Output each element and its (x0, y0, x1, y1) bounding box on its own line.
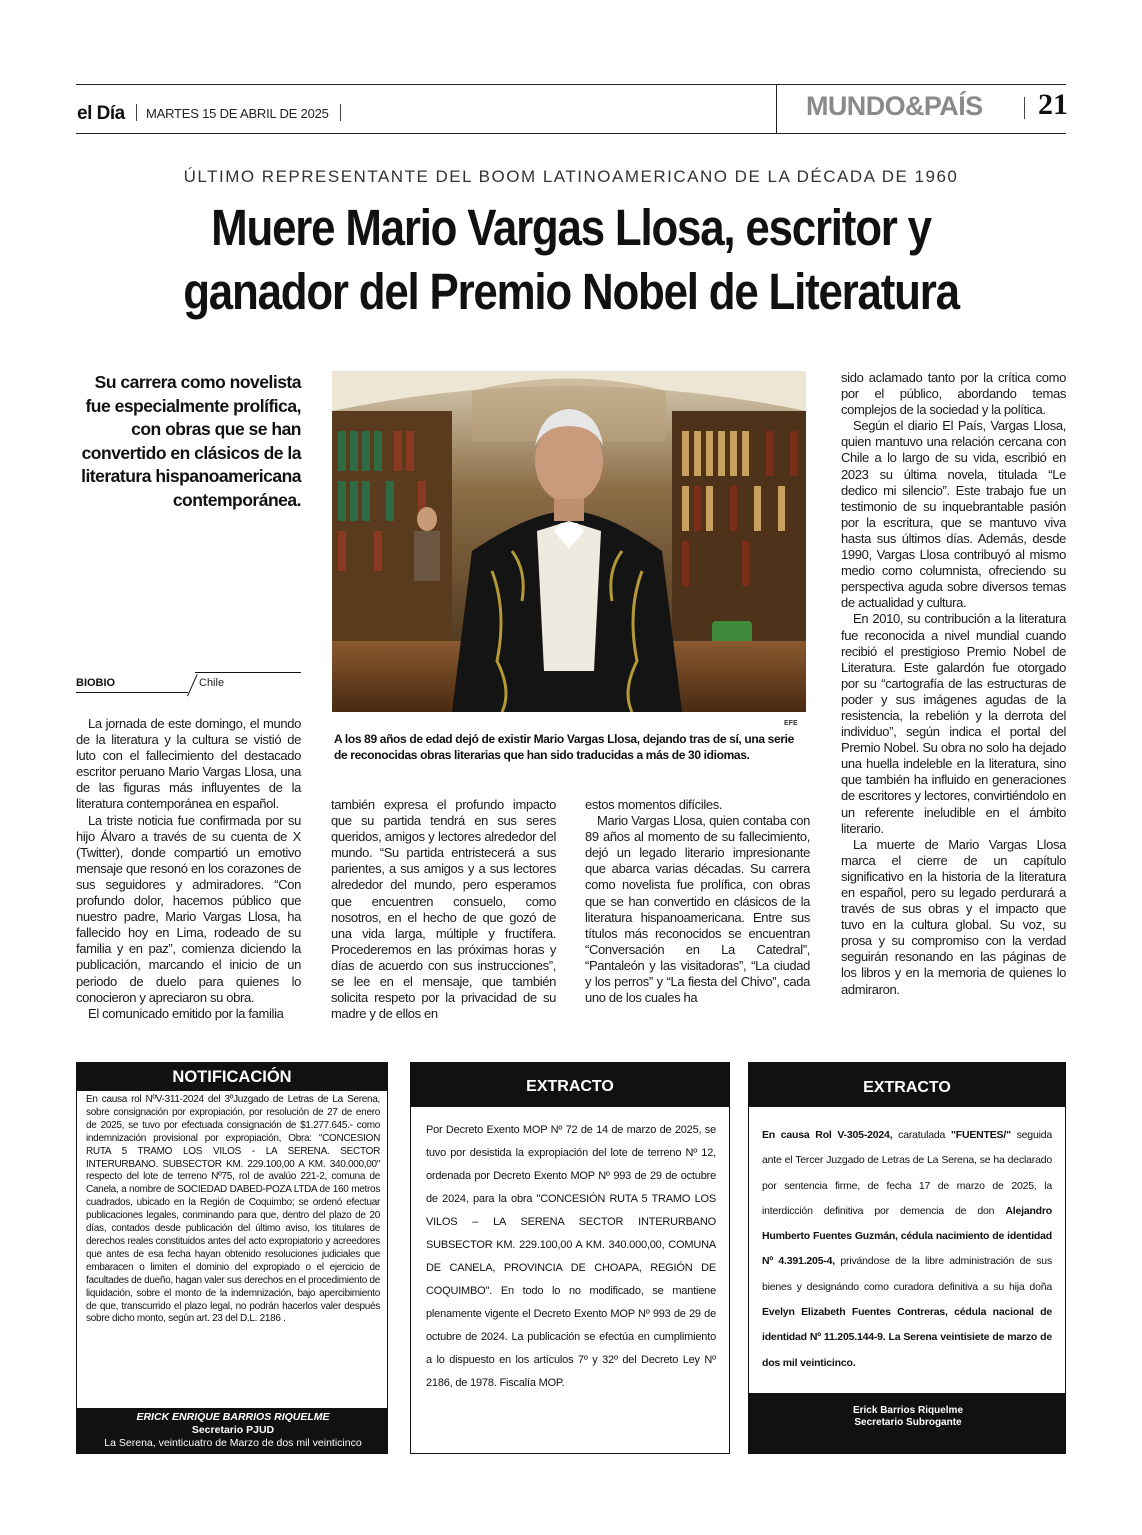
source-country: Chile (199, 677, 225, 689)
newspaper-logo: el Día (77, 103, 125, 124)
notice-text-bold: En causa Rol V-305-2024, (762, 1129, 893, 1141)
header-separator (1024, 97, 1025, 119)
notice-text: caratulada (892, 1129, 951, 1141)
notice-title: EXTRACTO (749, 1063, 1065, 1107)
paragraph: El comunicado emitido por la familia (88, 1005, 284, 1021)
article-column-1 (76, 716, 301, 1022)
photo-credit: EFE (784, 720, 798, 727)
headline-line-1: Muere Mario Vargas Llosa, escritor y (211, 199, 931, 256)
paragraph: La triste noticia fue confirmada por su hijo Álvaro a través de su cuenta de X (Twitter), donde compartió un emotivo mensaje que resonó en los corazones de sus seguidores y admiradores. “Con profundo dolor, hacemos público que nuestro padre, Mario Vargas Llosa, ha fallecido hoy en Lima, rodeado de su familia y en paz”, comienza diciendo la publicación, marcando el inicio de un periodo de duelo para quienes lo conocieron y apreciaron su obra. (76, 812, 301, 1005)
article-column-4 (841, 370, 1066, 998)
notice-text: seguida ante el Tercer Juzgado de Letras de La Serena, se ha declarado por sentencia firme, de fecha 17 de marzo de 2025, la interdicción definitiva por demencia de don (762, 1129, 1052, 1217)
notice-text-bold: Evelyn Elizabeth Fuentes Contreras, cédula nacional de identidad Nº 11.205.144-9. La Serena veintisiete de marzo de dos mil veinticinco. (762, 1306, 1052, 1369)
notice-signature (749, 1393, 1066, 1454)
paragraph: también expresa el profundo impacto que su partida tendrá en sus seres queridos, amigos y lectores alrededor del mundo. “Su partida entristecerá a sus parientes, a sus amigos y a sus lectores alrededor del mundo, pero esperamos que encuentren consuelo, como nosotros, en el hecho de que gozó de una vida larga, múltiple y fructífera. Procederemos en las próximas horas y días de acuerdo con sus instrucciones”, se lee en el mensaje, que también solicita respeto por la privacidad de su madre y de ellos en (331, 797, 556, 1022)
source-rule (76, 692, 188, 693)
notice-body: Por Decreto Exento MOP Nº 72 de 14 de marzo de 2025, se tuvo por desistida la expropiación del lote de terreno Nº 12, ordenada por Decreto Exento MOP Nº 993 de 29 de octubre de 2024, para la obra "CONCESIÓN RUTA 5 TRAMO LOS VILOS – LA SERENA SECTOR INTERURBANO SUBSECTOR KM. 229.100,00 A KM. 340.000,00, COMUNA DE CANELA, PROVINCIA DE CHOAPA, REGIÓN DE COQUIMBO". En todo lo no modificado, se mantiene plenamente vigente el Decreto Exento MOP Nº 993 de 29 de octubre de 2024. La publicación se efectúa en cumplimiento a lo dispuesto en los artículos 7º y 32º del Decreto Ley Nº 2186, de 1978. Fiscalía MOP. (426, 1124, 716, 1389)
photo-caption: A los 89 años de edad dejó de existir Mario Vargas Llosa, dejando tras de sí, una serie de reconocidas obras literarias que han sido traducidas a más de 30 idiomas. (334, 732, 794, 762)
notice-title: NOTIFICACIÓN (77, 1063, 387, 1091)
signer-name: Erick Barrios Riquelme (852, 1405, 964, 1416)
source-agency: BIOBIO (76, 677, 116, 689)
notice-signature (77, 1408, 388, 1454)
section-divider (776, 84, 777, 134)
paragraph: En 2010, su contribución a la literatura fue reconocida a nivel mundial cuando recibió el prestigioso Premio Nobel de Literatura. Este galardón fue otorgado por su “cartografía de las estructuras de poder y sus imágenes agudas de la resistencia, la rebelión y la derrota del individuo”, según indica el portal del Premio Nobel. Su obra no solo ha dejado una huella indeleble en la literatura, sino que también ha influido en generaciones de escritores y lectores, convirtiéndolo en un referente ineludible en el ámbito literario. (841, 611, 1066, 836)
paragraph: La jornada de este domingo, el mundo de la literatura y la cultura se vistió de luto con el fallecimiento del destacado escritor peruano Mario Vargas Llosa, una de las figuras más influyentes de la literatura contemporánea en español. (76, 716, 301, 812)
signer-role: Secretario Subrogante (854, 1417, 962, 1428)
section-name: MUNDO&PAÍS (806, 91, 983, 121)
paragraph: Mario Vargas Llosa, quien contaba con 89 años al momento de su fallecimiento, dejó un legado literario impresionante que abarca varias décadas. Su carrera como novelista fue prolífica, con obras que se han convertido en clásicos de la literatura hispanoamericana. Entre sus títulos más reconocidos se encuentran “Conversación en La Catedral”, “Pantaleón y las visitadoras”, “La ciudad y los perros” y “La fiesta del Chivo”, cada uno de los cuales ha (585, 813, 810, 1006)
notice-extracto-1 (410, 1062, 730, 1454)
notice-text-bold: Alejandro Humberto Fuentes Guzmán, cédula nacimiento de identidad Nº 4.391.205-4, (762, 1204, 1052, 1268)
portrait-illustration (332, 371, 806, 712)
article-headline (132, 196, 1011, 324)
header-separator (136, 104, 137, 121)
notice-text-bold: "FUENTES/" (950, 1129, 1011, 1141)
headline-line-2: ganador del Premio Nobel de Literatura (183, 263, 959, 320)
notice-body: En causa rol NºV-311-2024 del 3ºJuzgado de Letras de La Serena, sobre consignación por expropiación, por resolución de 27 de enero de 2025, se tuvo por efectuada consignación de $1.277.645.- como indemnización provisional por expropiación, Obra: "CONCESION RUTA 5 TRAMO LOS VILOS - LA SERENA. SECTOR INTERURBANO. SUBSECTOR KM. 229.100,00 A KM. 340.000,00" respecto del lote de terreno Nº75, rol de avalúo 221-2, comuna de Canela, a nombre de SOCIEDAD DABED-POZA LTDA de 160 metros cuadrados, ubicado en la Región de Coquimbo; se ordenó efectuar publicaciones legales, conminando para que, dentro del plazo de 20 días, contados desde publicación del último aviso, los titulares de derechos reales constituidos antes del acto expropiatorio y acreedores que antes de esa fecha hayan obtenido resoluciones judiciales que embaracen o limiten el dominio del expropiado o el ejercicio de facultades de dueño, hagan valer sus derechos en el procedimiento de liquidación, sobre el monto de la indemnización, bajo apercibimiento de que, transcurrido el plazo legal, no podrán hacerlos valer después sobre dicho monto, según art. 23 del D.L. 2186 . (86, 1094, 380, 1325)
notice-notificacion (76, 1062, 388, 1454)
notice-title: EXTRACTO (411, 1063, 729, 1107)
header-separator (340, 104, 341, 121)
paragraph: estos momentos difíciles. (585, 797, 723, 812)
header-rule-top (76, 84, 1066, 85)
issue-date: MARTES 15 DE ABRIL DE 2025 (146, 106, 329, 121)
article-deck: Su carrera como novelista fue especialmente prolífica, con obras que se han convertido en clásicos de la literatura hispanoamericana contemporánea. (81, 372, 301, 510)
source-rule (195, 672, 301, 673)
article-column-2 (331, 797, 556, 1022)
page-number: 21 (1038, 88, 1068, 121)
notice-body (762, 1123, 1052, 1376)
paragraph: La muerte de Mario Vargas Llosa marca el cierre de un capítulo significativo en la historia de la literatura en español, pero su legado perdurará a través de sus obras y el impacto que tuvo en la cultura global. Su voz, su prosa y su compromiso con la verdad seguirán resonando en las páginas de los libros y en la memoria de quienes lo admiraron. (841, 836, 1066, 997)
notice-extracto-2 (748, 1062, 1066, 1454)
source-rule-slash (187, 674, 198, 696)
signer-place: La Serena, veinticuatro de Marzo de dos mil veinticinco (104, 1437, 362, 1449)
header-rule-bottom (76, 133, 1066, 134)
signer-name: ERICK ENRIQUE BARRIOS RIQUELME (136, 1411, 330, 1423)
notice-text: privándose de la libre administración de sus bienes y designándo como curadora definitiva a su hija doña (762, 1255, 1052, 1293)
paragraph: sido aclamado tanto por la crítica como por el público, abordando temas complejos de la sociedad y la política. (841, 370, 1066, 418)
signer-role: Secretario PJUD (191, 1424, 275, 1436)
article-kicker: ÚLTIMO REPRESENTANTE DEL BOOM LATINOAMERICANO DE LA DÉCADA DE 1960 (183, 167, 959, 186)
paragraph: Según el diario El País, Vargas Llosa, quien mantuvo una relación cercana con Chile a lo largo de su vida, escribió en 2023 su última novela, titulada “Le dedico mi silencio”. Este trabajo fue un testimonio de su inquebrantable pasión por la escritura, que se mantuvo viva hasta sus últimos días. Además, desde 1990, Vargas Llosa contribuyó al mismo medio como columnista, ofreciendo su perspectiva aguda sobre diversos temas de actualidad y cultura. (841, 418, 1066, 611)
article-photo (332, 371, 806, 712)
article-column-3 (585, 797, 810, 1006)
